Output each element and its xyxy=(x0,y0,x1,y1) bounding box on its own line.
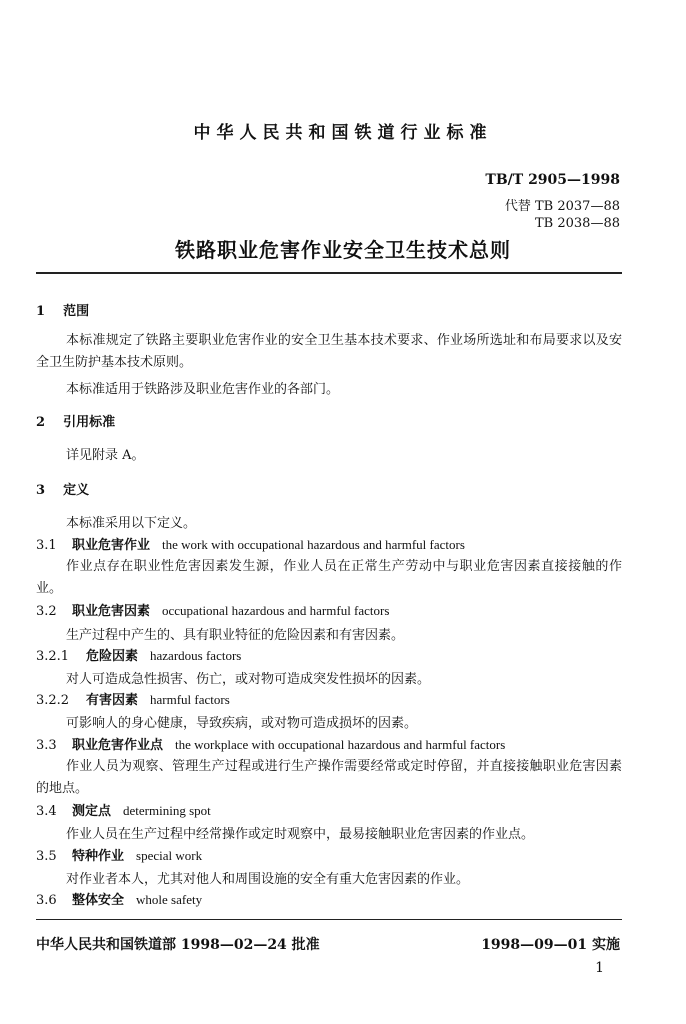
definition-english: hazardous factors xyxy=(150,648,242,663)
definition-english: the work with occupational hazardous and harmful factors xyxy=(162,537,465,552)
section-title: 范围 xyxy=(63,304,90,319)
definition-3-2-2-description: 可影响人的身心健康，导致疾病，或对物可造成损坏的因素。 xyxy=(66,716,418,731)
definition-number: 3.2 xyxy=(36,604,57,619)
section-1-paragraph-2: 本标准适用于铁路涉及职业危害作业的各部门。 xyxy=(66,382,340,397)
section-title: 定义 xyxy=(63,483,90,498)
definition-3-3-description: 作业人员为观察、管理生产过程或进行生产操作需要经常或定时停留，并直接接触职业危害因素的地点。 xyxy=(36,759,622,796)
section-2-paragraph-1: 详见附录 A。 xyxy=(66,448,145,463)
section-3-paragraph-1: 本标准采用以下定义。 xyxy=(66,516,197,531)
section-number: 1 xyxy=(36,304,46,319)
definition-3-2 xyxy=(36,600,389,619)
replaces-line-1: 代替 TB 2037—88 xyxy=(504,199,620,214)
definition-3-4 xyxy=(36,800,211,819)
document-title: 铁路职业危害作业安全卫生技术总则 xyxy=(175,238,511,262)
effective-date: 1998—09—01 实施 xyxy=(481,937,620,953)
definition-term: 职业危害作业 xyxy=(72,538,151,553)
definition-term: 职业危害作业点 xyxy=(72,738,164,753)
section-title: 引用标准 xyxy=(63,415,116,430)
definition-number: 3.1 xyxy=(36,538,57,553)
definition-english: determining spot xyxy=(123,803,211,818)
section-1-heading xyxy=(36,300,89,319)
definition-3-5-description: 对作业者本人，尤其对他人和周围设施的安全有重大危害因素的作业。 xyxy=(66,872,470,887)
definition-term: 职业危害因素 xyxy=(72,604,151,619)
definition-number: 3.2.1 xyxy=(36,649,70,664)
definition-3-2-1-description: 对人可造成急性损害、伤亡，或对物可造成突发性损坏的因素。 xyxy=(66,672,431,687)
definition-term: 有害因素 xyxy=(86,693,139,708)
definition-term: 危险因素 xyxy=(86,649,139,664)
standard-category-title: 中华人民共和国铁道行业标准 xyxy=(193,123,493,143)
section-number: 2 xyxy=(36,415,46,430)
definition-number: 3.5 xyxy=(36,849,57,864)
definition-3-2-description: 生产过程中产生的、具有职业特征的危险因素和有害因素。 xyxy=(66,628,405,643)
definition-number: 3.2.2 xyxy=(36,693,70,708)
issue-approval: 中华人民共和国铁道部 1998—02—24 批准 xyxy=(36,937,320,953)
definition-3-6 xyxy=(36,889,202,908)
header-divider xyxy=(36,272,622,274)
definition-3-1 xyxy=(36,534,465,553)
footer-divider xyxy=(36,919,622,920)
definition-term: 整体安全 xyxy=(72,893,125,908)
definition-english: harmful factors xyxy=(150,692,230,707)
definition-term: 测定点 xyxy=(72,804,112,819)
definition-3-3 xyxy=(36,734,505,753)
definition-3-4-description: 作业人员在生产过程中经常操作或定时观察中，最易接触职业危害因素的作业点。 xyxy=(66,827,535,842)
definition-term: 特种作业 xyxy=(72,849,125,864)
definition-english: the workplace with occupational hazardous and harmful factors xyxy=(175,737,506,752)
section-1-paragraph-1: 本标准规定了铁路主要职业危害作业的安全卫生基本技术要求、作业场所选址和布局要求以及安全卫生防护基本技术原则。 xyxy=(36,333,622,370)
definition-3-5 xyxy=(36,845,202,864)
replaces-line-2: TB 2038—88 xyxy=(535,216,620,231)
definition-number: 3.3 xyxy=(36,738,57,753)
definition-english: whole safety xyxy=(136,892,203,907)
definition-number: 3.4 xyxy=(36,804,57,819)
definition-english: special work xyxy=(136,848,203,863)
definition-english: occupational hazardous and harmful factors xyxy=(162,603,390,618)
definition-3-2-1 xyxy=(36,645,241,664)
page-number: 1 xyxy=(595,960,604,976)
section-3-heading xyxy=(36,479,89,498)
definition-3-2-2 xyxy=(36,689,230,708)
definition-number: 3.6 xyxy=(36,893,57,908)
standard-code: TB/T 2905—1998 xyxy=(485,172,620,188)
section-2-heading xyxy=(36,411,115,430)
definition-3-1-description: 作业点存在职业性危害因素发生源，作业人员在正常生产劳动中与职业危害因素直接接触的作业。 xyxy=(36,559,622,596)
section-number: 3 xyxy=(36,483,46,498)
